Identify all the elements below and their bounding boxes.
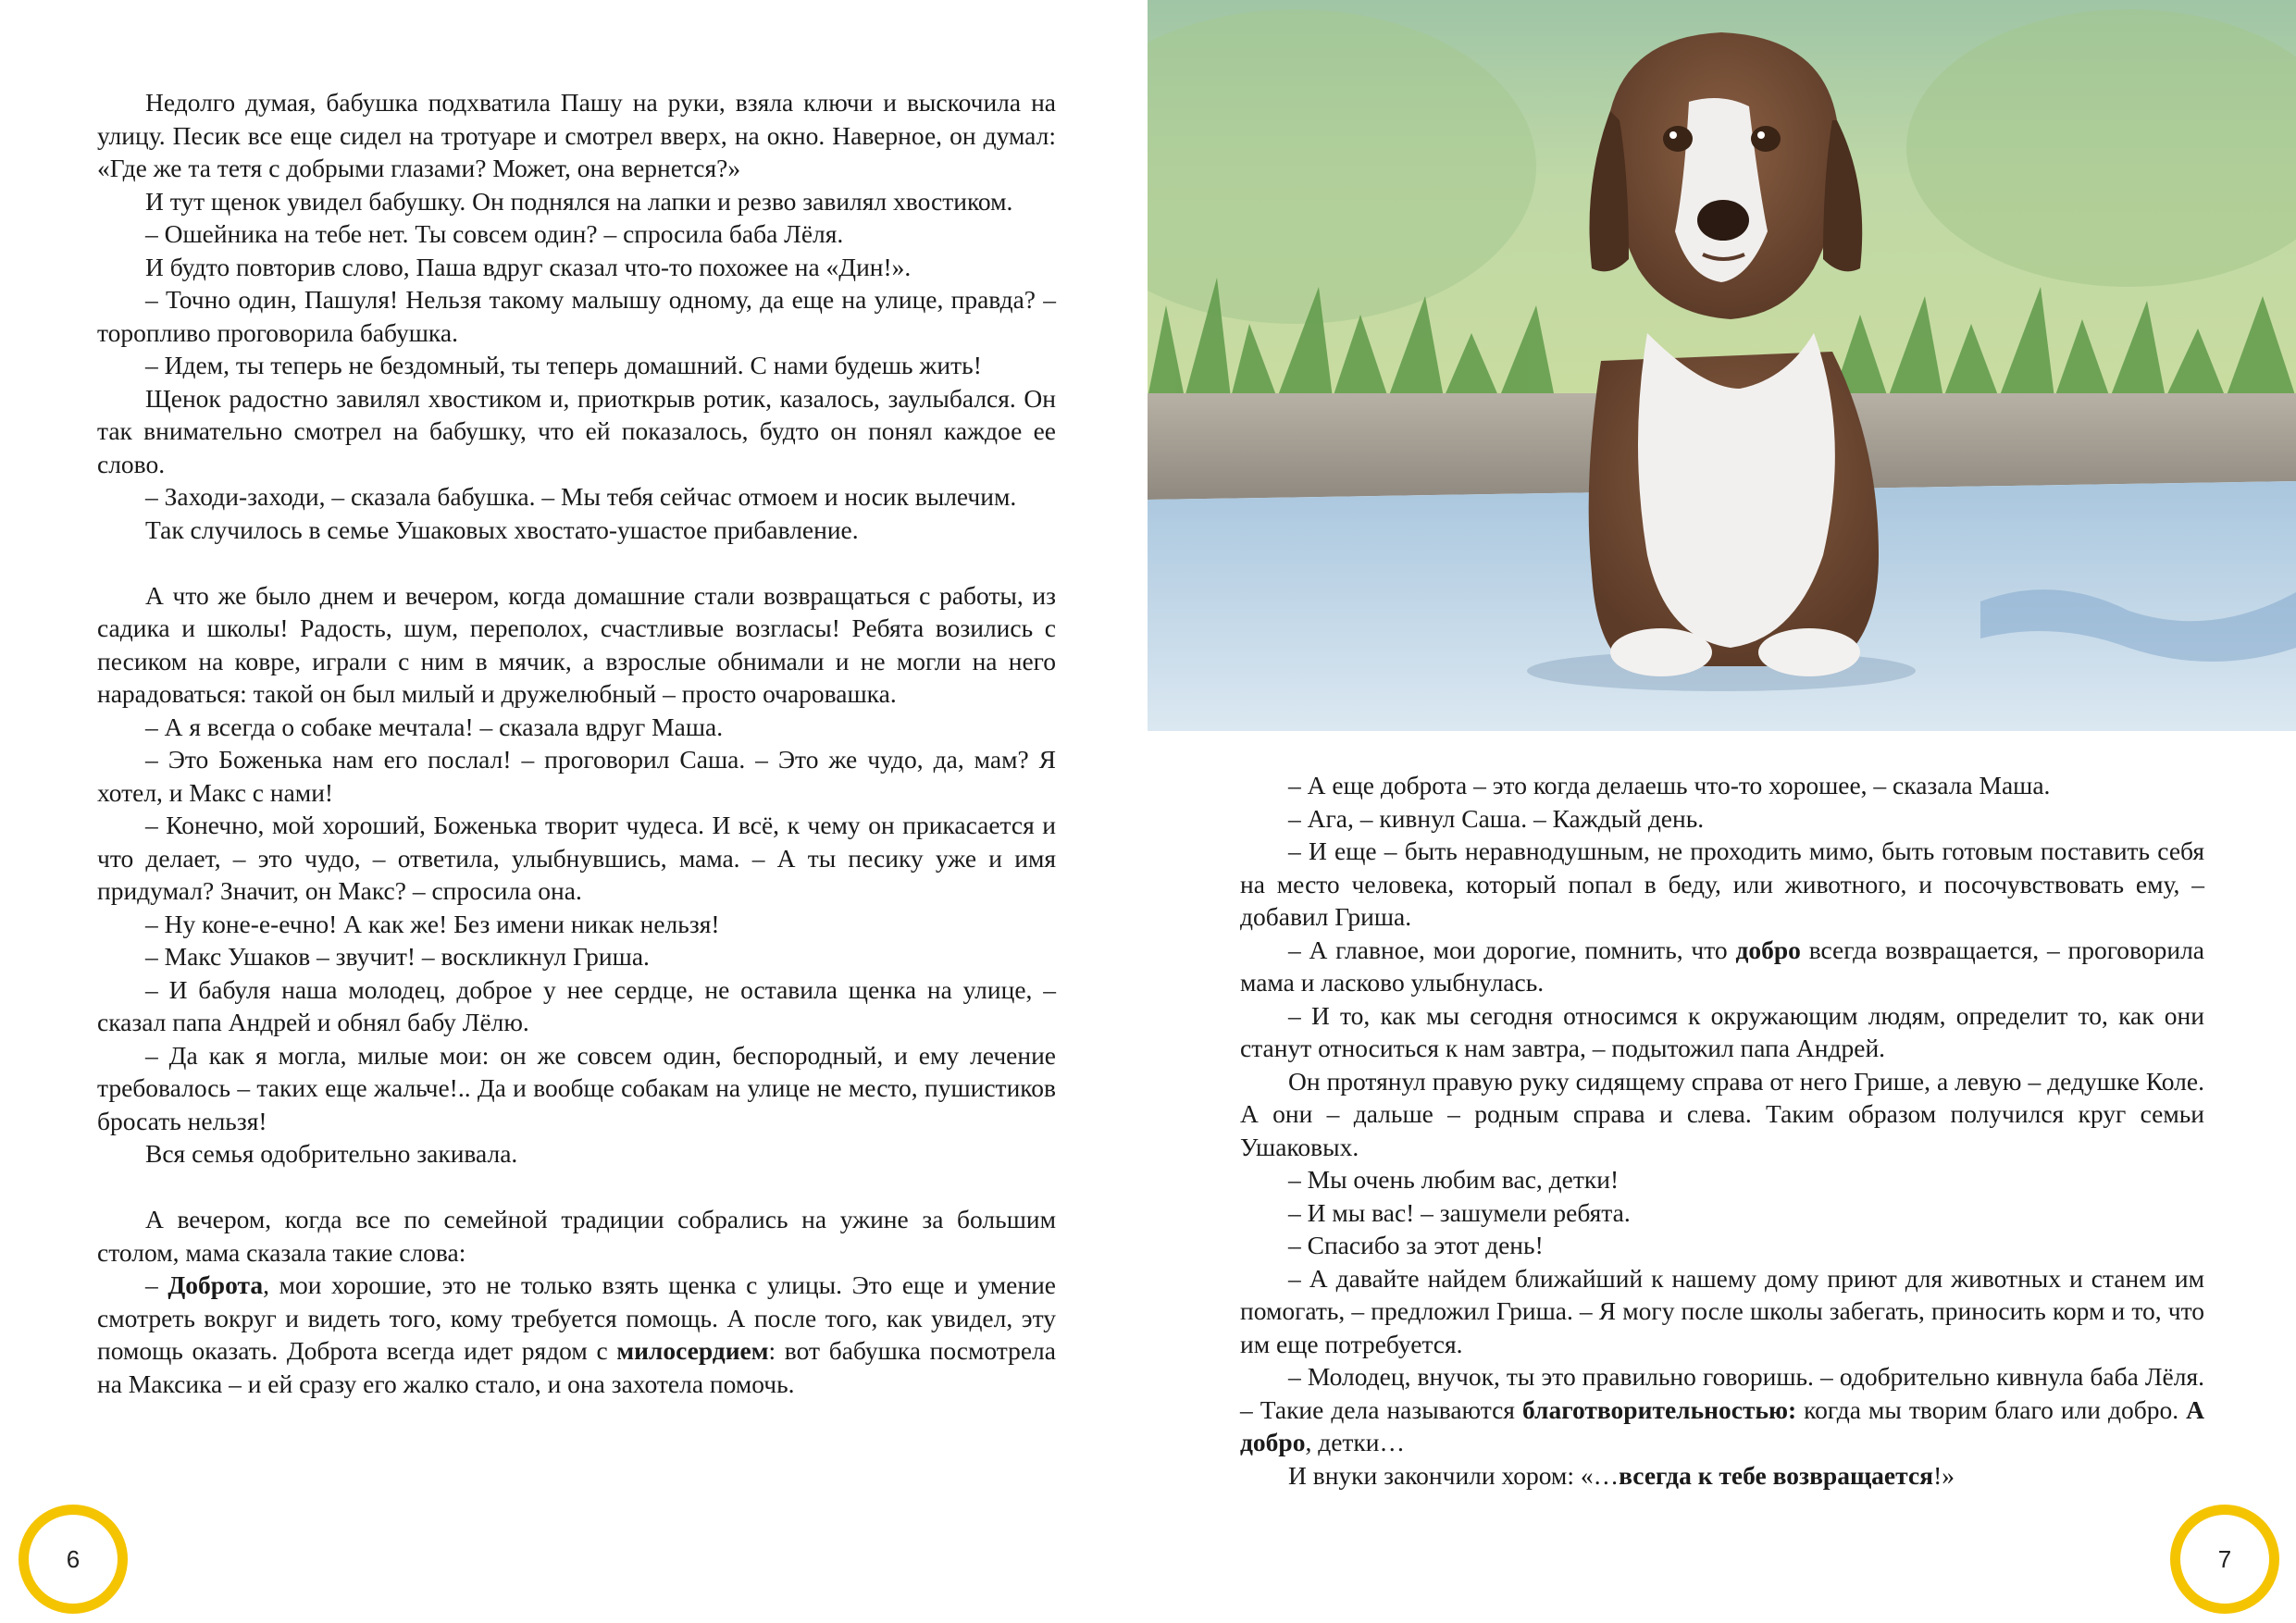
paragraph: Так случилось в семье Ушаковых хвостато-ушастое прибавление. [145,514,859,544]
puppy-illustration [1148,0,2296,731]
left-page-text [97,86,1056,1400]
paragraph: – Ошейника на тебе нет. Ты совсем один? – спросила баба Лёля. [145,219,844,248]
paragraph: Он протянул правую руку сидящему справа от него Грише, а левую – дедушке Коле. А они – дальше – родным справа и слева. Таким образом получился круг семьи Ушаковых. [1240,1066,2204,1161]
paragraph [1240,1459,2204,1493]
text-run: , мои хорошие, это не только взять щенка с улицы. Это еще и умение смотреть вокруг и видеть того, кому требуется помощь. А после того, как увидел, эту помощь оказать. Доброта всегда идет рядом с [97,1270,1056,1365]
paragraph: – Макс Ушаков – звучит! – воскликнул Гриша. [145,942,650,971]
bold-term: Доброта [168,1270,264,1299]
paragraph: – А еще доброта – это когда делаешь что-то хорошее, – сказала Маша. [1288,771,2051,799]
paragraph: И тут щенок увидел бабушку. Он поднялся на лапки и резво завилял хвостиком. [145,186,1013,216]
page-number-badge [19,1505,128,1614]
page-number: 6 [66,1544,81,1573]
paragraph: – А я всегда о собаке мечтала! – сказала вдруг Маша. [145,712,724,741]
text-run: всегда возвращается, – проговорила мама и ласково улыбнулась. [1240,935,2205,997]
text-run: И внуки закончили хором: «… [1288,1460,1620,1490]
paragraph: – Конечно, мой хороший, Боженька творит чудеса. И всё, к чему он прикасается и что делает, – это чудо, – ответила, улыбнувшись, мама. – А ты песику уже и имя придумал? Значит, он Макс? – спросила она. [97,811,1056,905]
paragraph: – Это Боженька нам его послал! – проговорил Саша. – Это же чудо, да, мам? Я хотел, и Макс с нами! [97,745,1056,807]
paragraph: – Точно один, Пашуля! Нельзя такому малышу одному, да еще на улице, правда? – торопливо проговорила бабушка. [97,285,1056,347]
page-number: 7 [2217,1544,2232,1573]
paragraph: – Ну коне-е-ечно! А как же! Без имени никак нельзя! [145,909,720,938]
paragraph: – А давайте найдем ближайший к нашему дому приют для животных и станем им помогать, – предложил Гриша. – Я могу после школы забегать, приносить корм и то, что им еще потребуется. [1240,1263,2204,1358]
paragraph: – Заходи-заходи, – сказала бабушка. – Мы тебя сейчас отмоем и носик вылечим. [145,482,1017,511]
page-number-badge [2170,1505,2279,1614]
paragraph: – Идем, ты теперь не бездомный, ты теперь домашний. С нами будешь жить! [145,351,982,379]
bold-term: всегда к тебе возвращается [1619,1460,1934,1490]
paragraph: – Мы очень любим вас, детки! [1288,1165,1620,1194]
paragraph: – Спасибо за этот день! [1288,1231,1544,1259]
bold-term: милосердием [616,1336,769,1365]
paragraph: А что же было днем и вечером, когда домашние стали возвращаться с работы, из садика и школы! Радость, шум, переполох, счастливые возгласы! Ребята возились с песиком на ковре, играли с ним в мячик, а взрослые обнимали и не могли на него нарадоваться: такой он был милый и дружелюбный – просто очаровашка. [97,580,1056,708]
paragraph [97,1269,1056,1400]
text-run: – А главное, мои дорогие, помнить, что [1288,935,1736,964]
text-run: : вот бабушка посмотрела на Максика – и ей сразу его жалко стало, и она захотела помочь. [97,1336,1056,1398]
paragraph: Вся семья одобрительно закивала. [145,1139,518,1168]
paragraph: – И то, как мы сегодня относимся к окружающим людям, определит то, как они станут относиться к нам завтра, – подытожил папа Андрей. [1240,1000,2204,1062]
text-run: – [145,1270,168,1299]
right-page-text [1240,769,2204,1492]
paragraph: – И еще – быть неравнодушным, не проходить мимо, быть готовым поставить себя на место человека, который попал в беду, или животного, и посочувствовать ему, – добавил Гриша. [1240,836,2204,931]
paragraph [1240,934,2204,999]
bold-term: благотворительностью: [1521,1394,1797,1424]
paragraph: Недолго думая, бабушка подхватила Пашу на руки, взяла ключи и выскочила на улицу. Песик все еще сидел на тротуаре и смотрел вверх, на окно. Наверное, он думал: «Где же та тетя с добрыми глазами? Может, она вернется?» [97,88,1056,182]
paragraph: Щенок радостно завилял хвостиком и, приоткрыв ротик, казалось, заулыбался. Он так внимательно смотрел на бабушку, что ей показалось, будто он понял каждое ее слово. [97,383,1056,478]
paragraph: И будто повторив слово, Паша вдруг сказал что-то похожее на «Дин!». [145,252,912,281]
text-run: , детки… [1305,1428,1406,1456]
text-run: когда мы творим благо или добро. [1796,1394,2187,1424]
bold-term: А добро [1240,1394,2204,1456]
right-page [1148,0,2296,1623]
paragraph: – Ага, – кивнул Саша. – Каждый день. [1288,803,1705,833]
paragraph: – Да как я могла, милые мои: он же совсем один, беспородный, и ему лечение требовалось – таких еще жальче!.. Да и вообще собакам на улице не место, пушистиков бросать нельзя! [97,1040,1056,1135]
paragraph: – И мы вас! – зашумели ребята. [1288,1197,1631,1227]
bold-term: добро [1735,935,1801,964]
paragraph [1240,1360,2204,1459]
paragraph: А вечером, когда все по семейной традиции собрались на ужине за большим столом, мама сказала такие слова: [97,1205,1056,1267]
paragraph: – И бабуля наша молодец, доброе у нее сердце, не оставила щенка на улице, – сказал папа Андрей и обнял бабу Лёлю. [97,974,1056,1036]
text-run: !» [1933,1460,1955,1490]
text-run: – Молодец, внучок, ты это правильно говоришь. – одобрительно кивнула баба Лёля. – Такие дела называются [1240,1362,2204,1424]
